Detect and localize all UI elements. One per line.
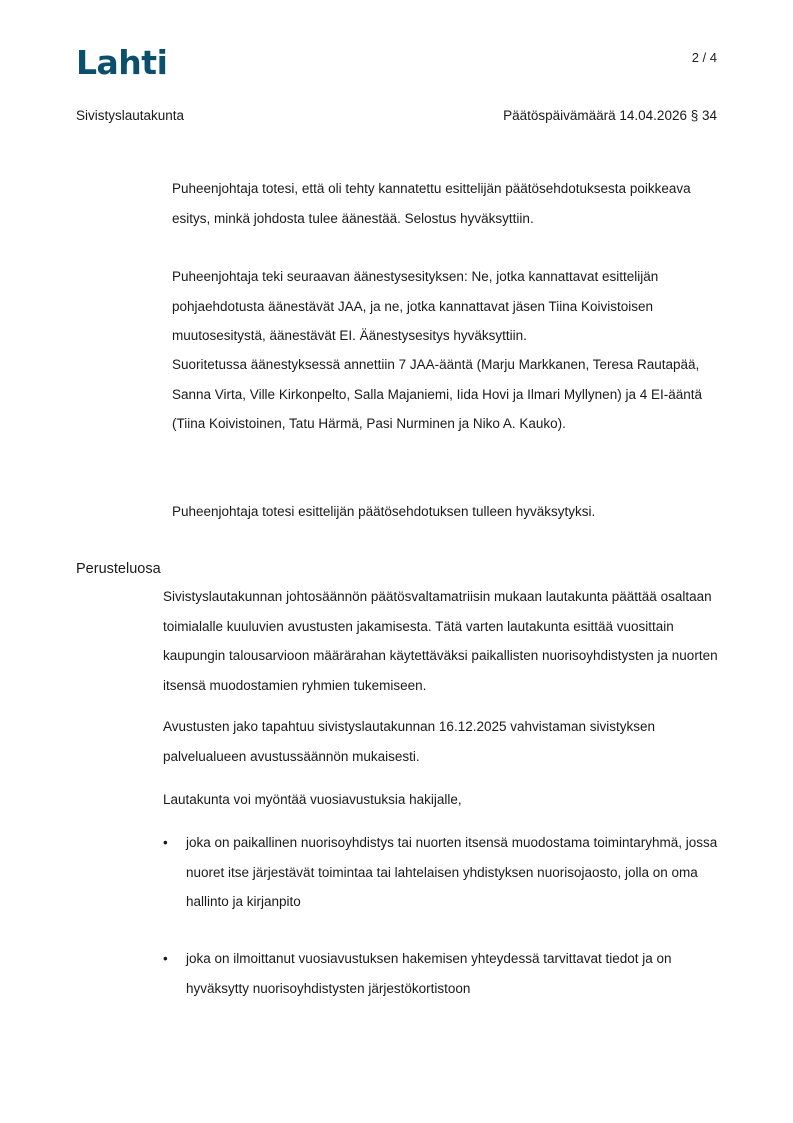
list-item <box>163 944 733 1003</box>
list-item-text: joka on paikallinen nuorisoyhdistys tai nuorten itsensä muodostama toimintaryhmä, jossa nuoret itse järjestävät toimintaa tai lahtelaisen yhdistyksen nuorisojaosto, jolla on oma hallinto ja kirjanpito <box>186 835 718 909</box>
rationale-paragraph: Lautakunta voi myöntää vuosiavustuksia hakijalle, <box>163 792 462 807</box>
decision-date-section: Päätöspäivämäärä 14.04.2026 § 34 <box>503 108 717 123</box>
page-number: 2 / 4 <box>691 50 717 65</box>
list-item-text: joka on ilmoittanut vuosiavustuksen hakemisen yhteydessä tarvittavat tiedot ja on hyväksytty nuorisoyhdistysten järjestökortistoon <box>186 951 672 996</box>
committee-name: Sivistyslautakunta <box>76 108 185 123</box>
lahti-logo: Lahti <box>76 43 168 82</box>
bullet-icon: • <box>163 835 168 850</box>
voting-result-paragraph: Suoritetussa äänestyksessä annettiin 7 JAA-ääntä (Marju Markkanen, Teresa Rautapää, Sanna Virta, Ville Kirkonpelto, Salla Majaniemi, Iida Hovi ja Ilmari Myllynen) ja 4 EI-ääntä (Tiina Koivistoinen, Tatu Härmä, Pasi Nurminen ja Niko A. Kauko). <box>172 357 703 431</box>
minutes-paragraph: Puheenjohtaja totesi, että oli tehty kannatettu esittelijän päätösehdotuksesta poikkeava esitys, minkä johdosta tulee äänestää. Selostus hyväksyttiin. <box>172 181 691 226</box>
rationale-paragraph: Avustusten jako tapahtuu sivistyslautakunnan 16.12.2025 vahvistaman sivistyksen palvelualueen avustussäännön mukaisesti. <box>163 719 656 764</box>
bullet-icon: • <box>163 951 168 966</box>
minutes-paragraph: Puheenjohtaja totesi esittelijän päätösehdotuksen tulleen hyväksytyksi. <box>172 504 596 519</box>
section-heading: Perusteluosa <box>76 561 161 577</box>
rationale-paragraph: Sivistyslautakunnan johtosäännön päätösvaltamatriisin mukaan lautakunta päättää osaltaan toimialalle kuuluvien avustusten jakamisesta. Tätä varten lautakunta esittää vuosittain kaupungin talousarvioon määrärahan käytettäväksi paikallisten nuorisoyhdistysten ja nuorten itsensä muodostamien ryhmien tukemiseen. <box>163 589 718 693</box>
list-item <box>163 828 733 917</box>
minutes-paragraph: Puheenjohtaja teki seuraavan äänestysesityksen: Ne, jotka kannattavat esittelijän pohjaehdotusta äänestävät JAA, ja ne, jotka kannattavat jäsen Tiina Koivistoisen muutosesitystä, äänestävät EI. Äänestysesitys hyväksyttiin. <box>172 269 659 343</box>
